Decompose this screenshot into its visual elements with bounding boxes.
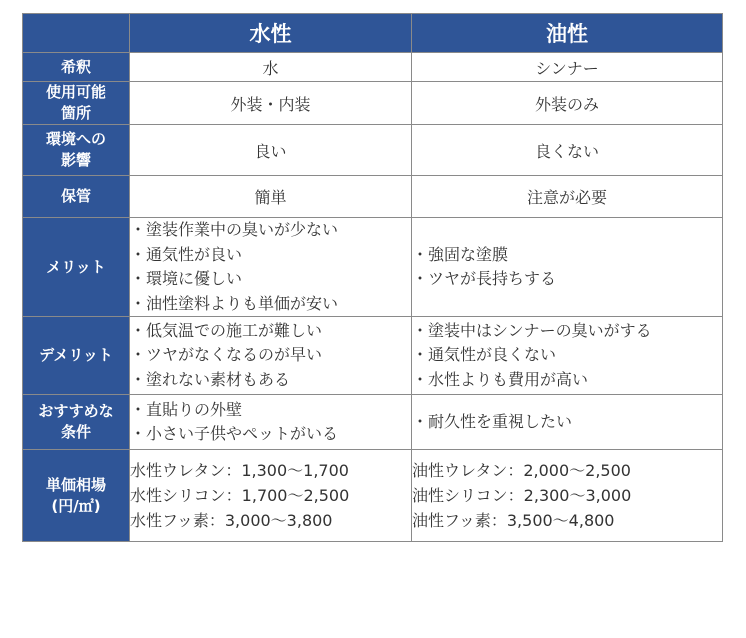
row-label-merits [23, 218, 130, 317]
row-label-storage [23, 176, 130, 218]
row-usage-area [23, 82, 723, 125]
row-label-line: おすすめな [38, 402, 114, 420]
row-storage [23, 176, 723, 218]
header-corner-cell [23, 14, 130, 53]
oil-usage-area: 外装のみ [412, 82, 723, 125]
water-dilution: 水 [130, 53, 412, 82]
row-label-line: (円/㎡) [51, 496, 101, 515]
list-item: ・通気性が良くない [412, 345, 557, 365]
list-item: ・塗装中はシンナーの臭いがする [412, 320, 652, 340]
row-label-unit-price [23, 450, 130, 542]
list-item: ・油性塗料よりも単価が安い [130, 293, 339, 313]
price-line: 油性ウレタン：2,000〜2,500 [412, 461, 631, 480]
oil-recommended-conditions [412, 395, 723, 450]
row-label-demerits [23, 317, 130, 395]
price-line: 水性シリコン：1,700〜2,500 [130, 486, 350, 505]
water-unit-price [130, 450, 412, 542]
list-item: ・通気性が良い [130, 244, 243, 264]
water-storage: 簡単 [130, 176, 412, 218]
header-row [23, 14, 723, 53]
list-item: ・ツヤがなくなるのが早い [130, 345, 323, 365]
row-label-line: 希釈 [60, 57, 91, 76]
row-label-recommended-conditions [23, 395, 130, 450]
water-demerits [130, 317, 412, 395]
price-line: 水性フッ素：3,000〜3,800 [130, 511, 333, 530]
list-item: ・耐久性を重視したい [412, 411, 573, 431]
row-label-dilution [23, 53, 130, 82]
water-environment: 良い [130, 125, 412, 176]
water-merits [130, 218, 412, 317]
list-item: ・強固な塗膜 [412, 244, 509, 264]
water-recommended-conditions [130, 395, 412, 450]
row-label-environment [23, 125, 130, 176]
list-item: ・ツヤが長持ちする [412, 269, 557, 288]
row-environment [23, 125, 723, 176]
row-merits [23, 218, 723, 317]
oil-merits [412, 218, 723, 317]
oil-dilution: シンナー [412, 53, 723, 82]
row-label-line: デメリット [39, 346, 113, 364]
oil-unit-price [412, 450, 723, 542]
row-label-line: 使用可能 [45, 83, 106, 101]
header-water: 水性 [130, 14, 412, 53]
row-label-line: 環境への [45, 130, 106, 148]
comparison-table [22, 13, 723, 542]
list-item: ・直貼りの外壁 [130, 399, 243, 419]
oil-environment: 良くない [412, 125, 723, 176]
row-label-usage-area [23, 82, 130, 125]
list-item: ・低気温での施工が難しい [130, 320, 323, 340]
row-label-line: メリット [46, 257, 106, 276]
row-label-line: 影響 [60, 151, 91, 169]
header-oil: 油性 [412, 14, 723, 53]
row-label-line: 単価相場 [45, 475, 106, 494]
row-demerits [23, 317, 723, 395]
price-line: 油性シリコン：2,300〜3,000 [412, 486, 632, 505]
row-recommended-conditions [23, 395, 723, 450]
list-item: ・小さい子供やペットがいる [130, 424, 339, 443]
list-item: ・塗装作業中の臭いが少ない [130, 220, 339, 239]
price-line: 水性ウレタン：1,300〜1,700 [130, 461, 349, 480]
row-label-line: 条件 [60, 423, 91, 441]
row-dilution [23, 53, 723, 82]
water-usage-area: 外装・内装 [130, 82, 412, 125]
row-label-line: 保管 [60, 187, 91, 205]
list-item: ・環境に優しい [130, 269, 243, 288]
list-item: ・水性よりも費用が高い [412, 369, 589, 389]
oil-storage: 注意が必要 [412, 176, 723, 218]
list-item: ・塗れない素材もある [130, 369, 291, 389]
row-label-line: 箇所 [60, 104, 91, 122]
row-unit-price [23, 450, 723, 542]
oil-demerits [412, 317, 723, 395]
price-line: 油性フッ素：3,500〜4,800 [412, 511, 615, 530]
